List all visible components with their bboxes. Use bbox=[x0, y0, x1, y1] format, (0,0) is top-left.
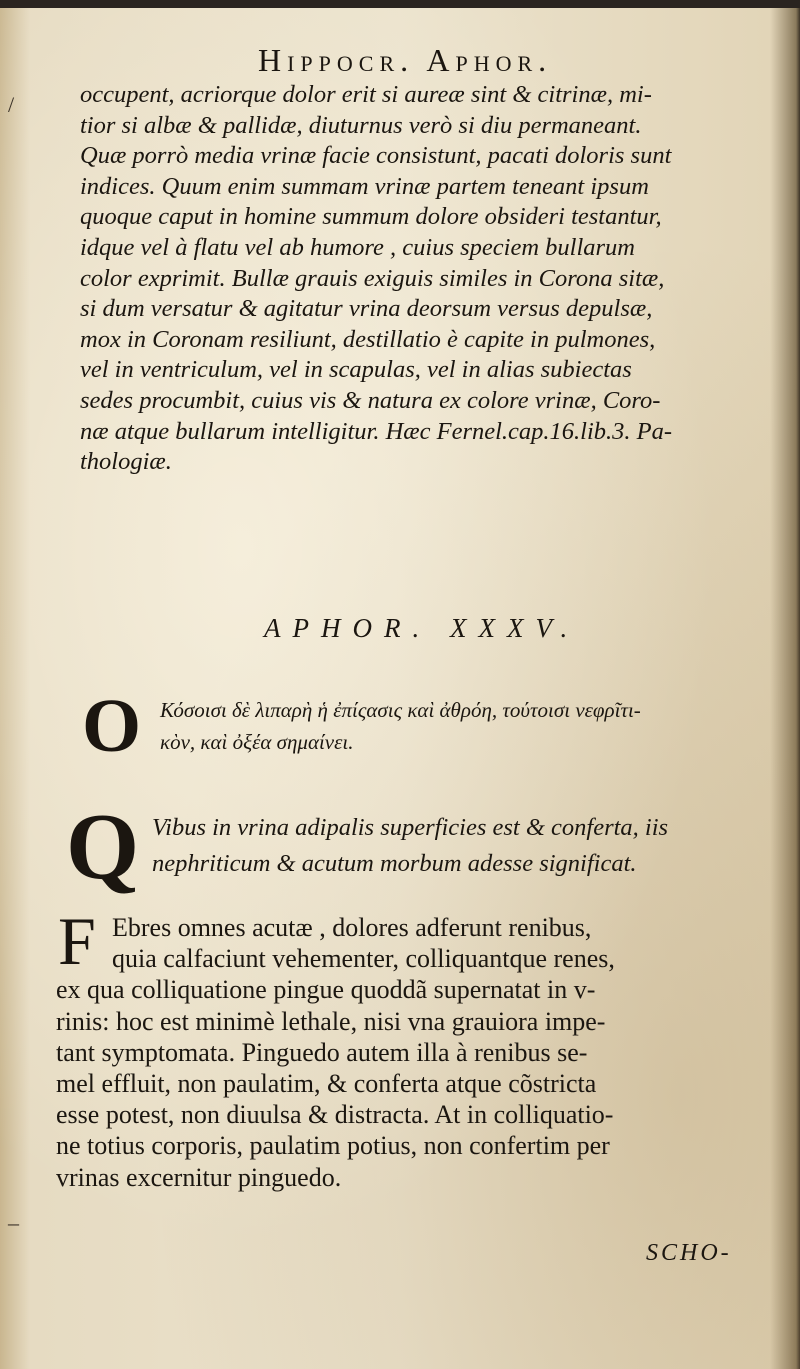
latin-line: Vibus in vrina adipalis superficies est & conferta, iis bbox=[152, 814, 669, 841]
margin-mark: – bbox=[8, 1210, 19, 1235]
commentary-line: esse potest, non diuulsa & distracta. At in colliquatio- bbox=[56, 1100, 614, 1130]
commentary-line: Ebres omnes acutæ , dolores adferunt renibus, bbox=[112, 913, 592, 942]
commentary-drop-cap: F bbox=[58, 903, 96, 979]
latin-line: nephriticum & acutum morbum adesse significat. bbox=[152, 850, 637, 877]
commentary bbox=[56, 912, 786, 1193]
commentary-line: tant symptomata. Pinguedo autem illa à renibus se- bbox=[56, 1037, 588, 1067]
text-line: si dum versatur & agitatur vrina deorsum versus depulsæ, bbox=[80, 295, 653, 323]
text-line: Quæ porrò media vrinæ facie consistunt, pacati doloris sunt bbox=[80, 142, 672, 170]
aphorism-heading: APHOR. XXXV. bbox=[264, 613, 580, 643]
commentary-line: ne totius corporis, paulatim potius, non confertim per bbox=[56, 1131, 610, 1161]
commentary-line: rinis: hoc est minimè lethale, nisi vna grauiora impe- bbox=[56, 1006, 606, 1036]
text-line: color exprimit. Bullæ grauis exiguis similes in Corona sitæ, bbox=[80, 264, 665, 292]
commentary-line: mel effluit, non paulatim, & conferta atque cõstricta bbox=[56, 1069, 597, 1099]
text-line: quoque caput in homine summum dolore obsideri testantur, bbox=[80, 203, 662, 231]
latin-drop-cap: Q bbox=[66, 795, 140, 899]
text-line: occupent, acriorque dolor erit si aureæ sint & citrinæ, mi- bbox=[80, 81, 652, 108]
greek-line: κὸν, καὶ ὀξέα σημαίνει. bbox=[160, 730, 354, 754]
running-head: Hippocr. Aphor. bbox=[258, 42, 553, 78]
commentary-line: vrinas excernitur pinguedo. bbox=[56, 1162, 342, 1192]
text-line: mox in Coronam resiliunt, destillatio è capite in pulmones, bbox=[80, 325, 656, 353]
text-line: sedes procumbit, cuius vis & natura ex colore vrinæ, Coro- bbox=[80, 386, 661, 414]
page-top-edge bbox=[0, 0, 800, 8]
commentary-line: quia calfaciunt vehementer, colliquantque renes, bbox=[112, 944, 615, 974]
text-line: thologiæ. bbox=[80, 448, 172, 476]
latin-aphorism bbox=[152, 810, 782, 882]
commentary-continued bbox=[80, 80, 792, 478]
text-line: idque vel à flatu vel ab humore , cuius speciem bullarum bbox=[80, 233, 635, 261]
text-line: tior si albæ & pallidæ, diuturnus verò si diu permaneant. bbox=[80, 111, 642, 139]
text-line: næ atque bullarum intelligitur. Hæc Fernel.cap.16.lib.3. Pa- bbox=[80, 417, 673, 445]
greek-aphorism bbox=[160, 694, 780, 758]
greek-drop-cap: O bbox=[82, 684, 142, 768]
catchword: SCHO- bbox=[646, 1240, 732, 1266]
commentary-line: ex qua colliquatione pingue quoddã supernatat in v- bbox=[56, 975, 596, 1005]
margin-mark: / bbox=[8, 92, 15, 117]
greek-line: Κόσοισι δὲ λιπαρὴ ἡ ἐπίςασις καὶ ἀθρόη, τούτοισι νεφρῖτι- bbox=[160, 698, 641, 722]
text-line: indices. Quum enim summam vrinæ partem teneant ipsum bbox=[80, 172, 649, 200]
text-line: vel in ventriculum, vel in scapulas, vel in alias subiectas bbox=[80, 356, 632, 384]
